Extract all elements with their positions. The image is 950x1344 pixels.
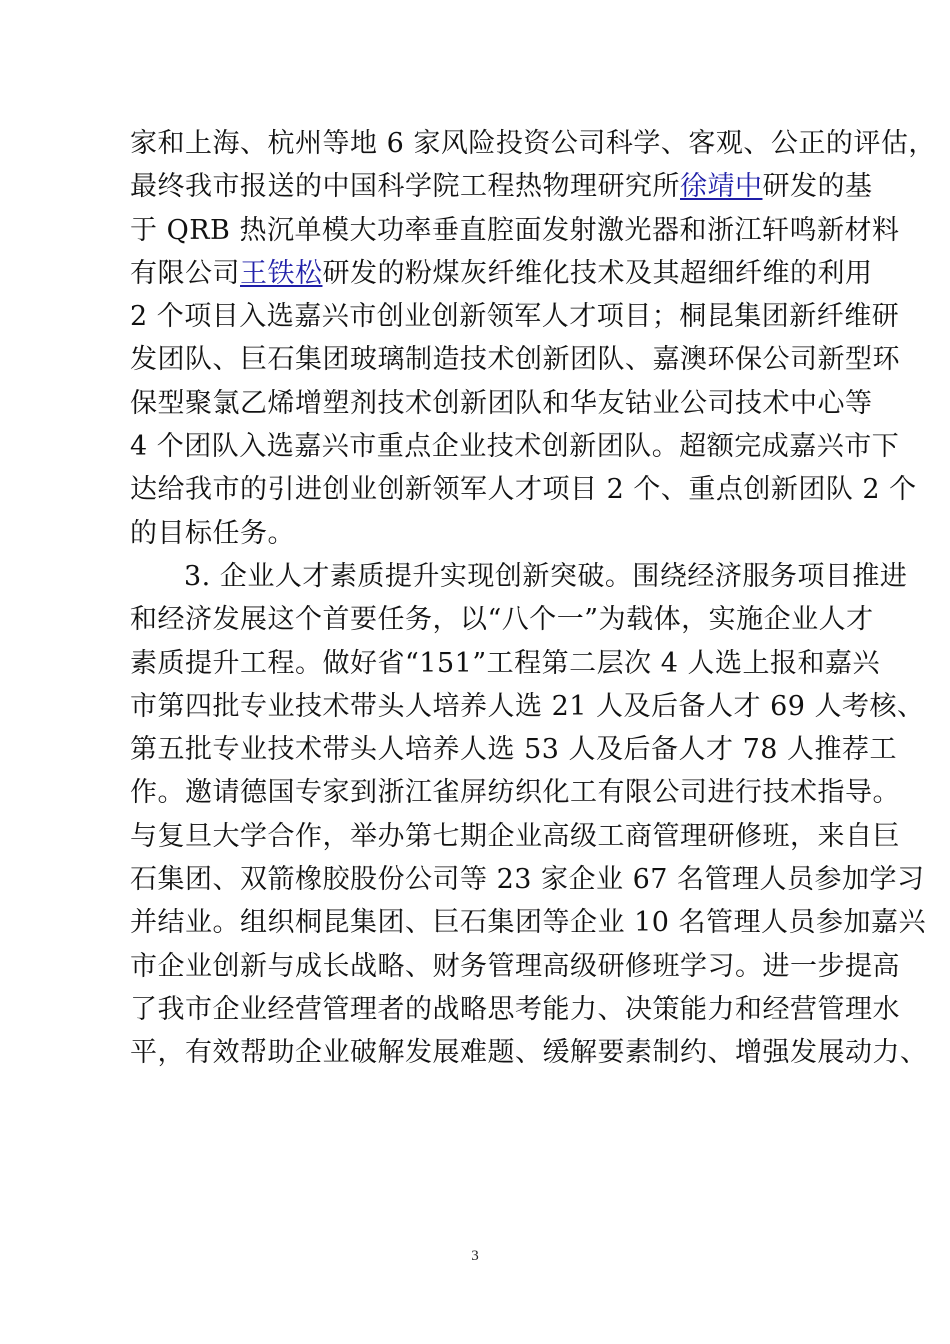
paragraph-1-line-10: 的目标任务。 [130, 517, 295, 549]
paragraph-1-line-2 [130, 165, 873, 208]
paragraph-2-line-6: 作。邀请德国专家到浙江雀屏纺织化工有限公司进行技术指导。 [130, 777, 900, 809]
paragraph-1-line-2-text-after: 研发的基 [762, 171, 873, 203]
paragraph-1-line-6: 发团队、巨石集团玻璃制造技术创新团队、嘉澳环保公司新型环 [130, 344, 900, 376]
paragraph-1-line-4-text-after: 研发的粉煤灰纤维化技术及其超细纤维的利用 [322, 257, 873, 289]
paragraph-2-line-9: 并结业。组织桐昆集团、巨石集团等企业 10 名管理人员参加嘉兴 [130, 907, 927, 939]
paragraph-1-line-4-text-before: 有限公司 [130, 257, 240, 289]
paragraph-2-line-3: 素质提升工程。做好省“151”工程第二层次 4 人选上报和嘉兴 [130, 647, 880, 679]
paragraph-1-line-7: 保型聚氯乙烯增塑剂技术创新团队和华友钴业公司技术中心等 [130, 387, 873, 419]
person-link-xu-jingzhong[interactable]: 徐靖中 [680, 171, 763, 203]
paragraph-1-line-5: 2 个项目入选嘉兴市创业创新领军人才项目；桐昆集团新纤维研 [130, 301, 900, 333]
body-text [130, 122, 936, 1075]
person-link-wang-tiesong[interactable]: 王铁松 [240, 257, 323, 289]
paragraph-1-line-1: 家和上海、杭州等地 6 家风险投资公司科学、客观、公正的评估， [130, 128, 936, 159]
paragraph-1-line-3: 于 QRB 热沉单模大功率垂直腔面发射激光器和浙江轩鸣新材料 [130, 214, 900, 246]
paragraph-1-line-9: 达给我市的引进创业创新领军人才项目 2 个、重点创新团队 2 个 [130, 474, 917, 506]
paragraph-2-line-10: 市企业创新与成长战略、财务管理高级研修班学习。进一步提高 [130, 950, 900, 982]
paragraph-2-line-5: 第五批专业技术带头人培养人选 53 人及后备人才 78 人推荐工 [130, 734, 898, 766]
paragraph-2-line-4: 市第四批专业技术带头人培养人选 21 人及后备人才 69 人考核、 [130, 690, 925, 722]
paragraph-2-line-7: 与复旦大学合作，举办第七期企业高级工商管理研修班，来自巨 [130, 820, 900, 852]
paragraph-1-line-2-text-before: 最终我市报送的中国科学院工程热物理研究所 [130, 171, 680, 203]
paragraph-2-line-8: 石集团、双箭橡胶股份公司等 23 家企业 67 名管理人员参加学习 [130, 864, 925, 896]
paragraph-1-line-8: 4 个团队入选嘉兴市重点企业技术创新团队。超额完成嘉兴市下 [130, 431, 900, 463]
page-number: 3 [471, 1248, 479, 1264]
paragraph-2-line-1: 3. 企业人才素质提升实现创新突破。围绕经济服务项目推进 [184, 560, 908, 592]
paragraph-2-line-11: 了我市企业经营管理者的战略思考能力、决策能力和经营管理水 [130, 993, 900, 1025]
paragraph-2-line-12: 平，有效帮助企业破解发展难题、缓解要素制约、增强发展动力、 [130, 1037, 928, 1069]
paragraph-2-line-2: 和经济发展这个首要任务，以“八个一”为载体，实施企业人才 [130, 604, 874, 636]
paragraph-1-line-4 [130, 252, 873, 295]
